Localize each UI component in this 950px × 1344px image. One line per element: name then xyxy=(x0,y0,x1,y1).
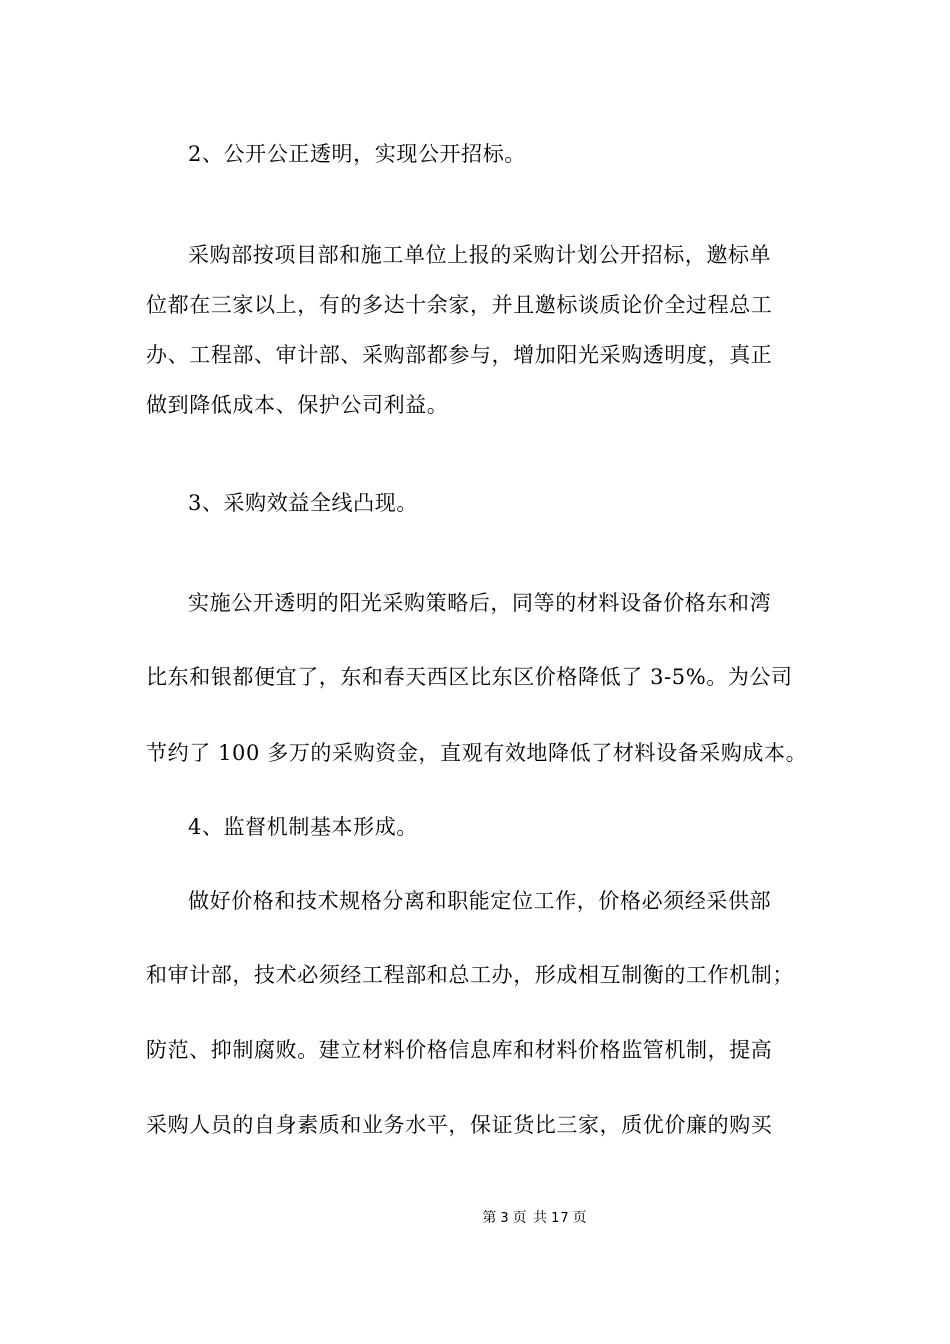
footer-middle: 页 共 xyxy=(512,1210,549,1226)
heading-4: 4、监督机制基本形成。 xyxy=(188,815,418,839)
paragraph-line: 和审计部，技术必须经工程部和总工办，形成相互制衡的工作机制； xyxy=(146,963,794,987)
paragraph-line: 办、工程部、审计部、采购部都参与，增加阳光采购透明度，真正 xyxy=(146,343,773,367)
paragraph-line: 采购人员的自身素质和业务水平，保证货比三家，质优价廉的购买 xyxy=(146,1113,773,1137)
footer-total-pages: 17 xyxy=(551,1211,570,1226)
heading-2: 2、公开公正透明，实现公开招标。 xyxy=(188,142,526,166)
paragraph-line: 实施公开透明的阳光采购策略后，同等的材料设备价格东和湾 xyxy=(188,591,772,615)
paragraph-line: 位都在三家以上，有的多达十余家，并且邀标谈质论价全过程总工 xyxy=(146,293,773,317)
footer-page-number: 3 xyxy=(500,1211,510,1226)
paragraph-line: 采购部按项目部和施工单位上报的采购计划公开招标，邀标单 xyxy=(188,243,772,267)
footer-suffix: 页 xyxy=(572,1210,588,1226)
heading-3: 3、采购效益全线凸现。 xyxy=(188,491,418,515)
footer-prefix: 第 xyxy=(482,1210,498,1226)
page-footer xyxy=(0,1208,950,1229)
paragraph-line: 做好价格和技术规格分离和职能定位工作，价格必须经采供部 xyxy=(188,889,772,913)
paragraph-line: 节约了 100 多万的采购资金，直观有效地降低了材料设备采购成本。 xyxy=(146,741,808,765)
paragraph-line: 防范、抑制腐败。建立材料价格信息库和材料价格监管机制，提高 xyxy=(146,1038,773,1062)
paragraph-line: 做到降低成本、保护公司利益。 xyxy=(146,393,449,417)
paragraph-line: 比东和银都便宜了，东和春天西区比东区价格降低了 3-5%。为公司 xyxy=(146,665,793,689)
